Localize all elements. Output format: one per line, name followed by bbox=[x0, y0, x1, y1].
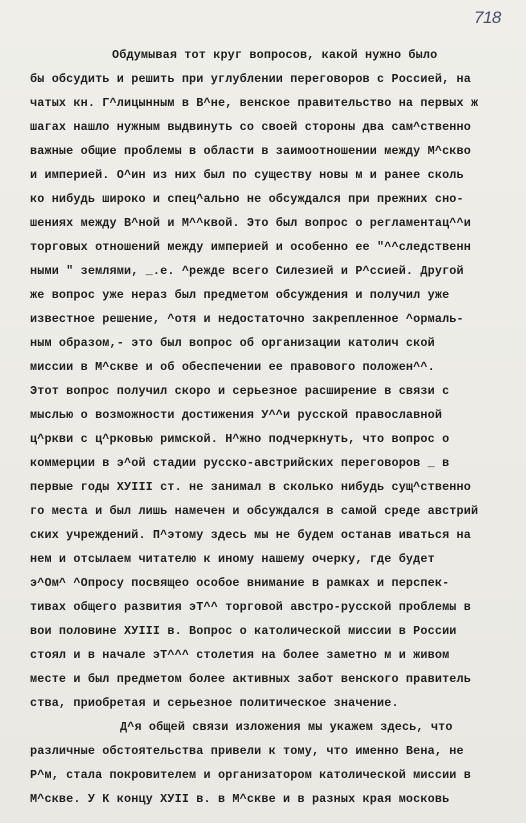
text-line: э^Ом^ ^Опросу посвящео особое внимание в рамках и перспек- bbox=[30, 576, 450, 590]
text-line: торговых отношений между империей и особенно ее "^^следственн bbox=[30, 240, 471, 254]
text-line: мыслью о возможности достижения У^^и русской православной bbox=[30, 408, 443, 422]
text-line: бы обсудить и решить при углублении переговоров с Россией, на bbox=[30, 72, 471, 86]
text-line: тивах общего развития эТ^^ торговой австро-русской проблемы в bbox=[30, 600, 471, 614]
text-line: стоял и в начале эТ^^^ столетия на более заметно м и живом bbox=[30, 648, 450, 662]
text-line: и империей. О^ин из них был по существу новы м и ранее сколь bbox=[30, 168, 464, 182]
text-line: Этот вопрос получил скоро и серьезное расширение в связи с bbox=[30, 384, 450, 398]
text-line: Д^я общей связи изложения мы укажем здесь, что bbox=[120, 720, 453, 734]
text-line: нем и отсылаем читателю к иному нашему очерку, где будет bbox=[30, 552, 435, 566]
text-line: известное решение, ^отя и недостаточно закрепленное ^ормаль- bbox=[30, 312, 464, 326]
text-line: ным образом,- это был вопрос об организации католич ской bbox=[30, 336, 435, 350]
text-line: различные обстоятельства привели к тому, что именно Вена, не bbox=[30, 744, 464, 758]
text-line: ными " землями, _.е. ^режде всего Силезией и Р^ссией. Другой bbox=[30, 264, 464, 278]
text-line: ских учреждений. П^этому здесь мы не будем останав иваться на bbox=[30, 528, 471, 542]
text-line: ко нибудь широко и спец^ально не обсуждался при прежних сно- bbox=[30, 192, 464, 206]
text-line: коммерции в э^ой стадии русско-австрийских переговоров _ в bbox=[30, 456, 450, 470]
text-line: Р^м, стала покровителем и организатором католической миссии в bbox=[30, 768, 471, 782]
text-line: ства, приобретая и серьезное политическое значение. bbox=[30, 696, 399, 710]
text-line: вои половине ХУIII в. Вопрос о католической миссии в России bbox=[30, 624, 457, 638]
text-line: го места и был лишь намечен и обсуждался в самой среде австрий bbox=[30, 504, 479, 518]
text-line: Обдумывая тот круг вопросов, какой нужно было bbox=[112, 48, 438, 62]
text-line: важные общие проблемы в области в заимоотношении между М^скво bbox=[30, 144, 471, 158]
text-line: же вопрос уже нераз был предметом обсуждения и получил уже bbox=[30, 288, 450, 302]
text-line: М^скве. У К концу ХУII в. в М^скве и в разных края московь bbox=[30, 792, 450, 806]
text-line: первые годы ХУIII ст. не занимал в сколько нибудь сущ^ственно bbox=[30, 480, 471, 494]
text-line: месте и был предметом более активных забот венского правитель bbox=[30, 672, 471, 686]
text-line: миссии в М^скве и об обеспечении ее правового положен^^. bbox=[30, 360, 435, 374]
text-line: шениях между В^ной и М^^квой. Это был вопрос о регламентац^^и bbox=[30, 216, 471, 230]
text-line: чатых кн. Г^лицынным в В^не, венское правительство на первых ж bbox=[30, 96, 479, 110]
page-number: 718 bbox=[474, 8, 501, 27]
text-line: ц^ркви с ц^рковью римской. Н^жно подчеркнуть, что вопрос о bbox=[30, 432, 450, 446]
text-line: шагах нашло нужным выдвинуть со своей стороны два сам^ственно bbox=[30, 120, 471, 134]
